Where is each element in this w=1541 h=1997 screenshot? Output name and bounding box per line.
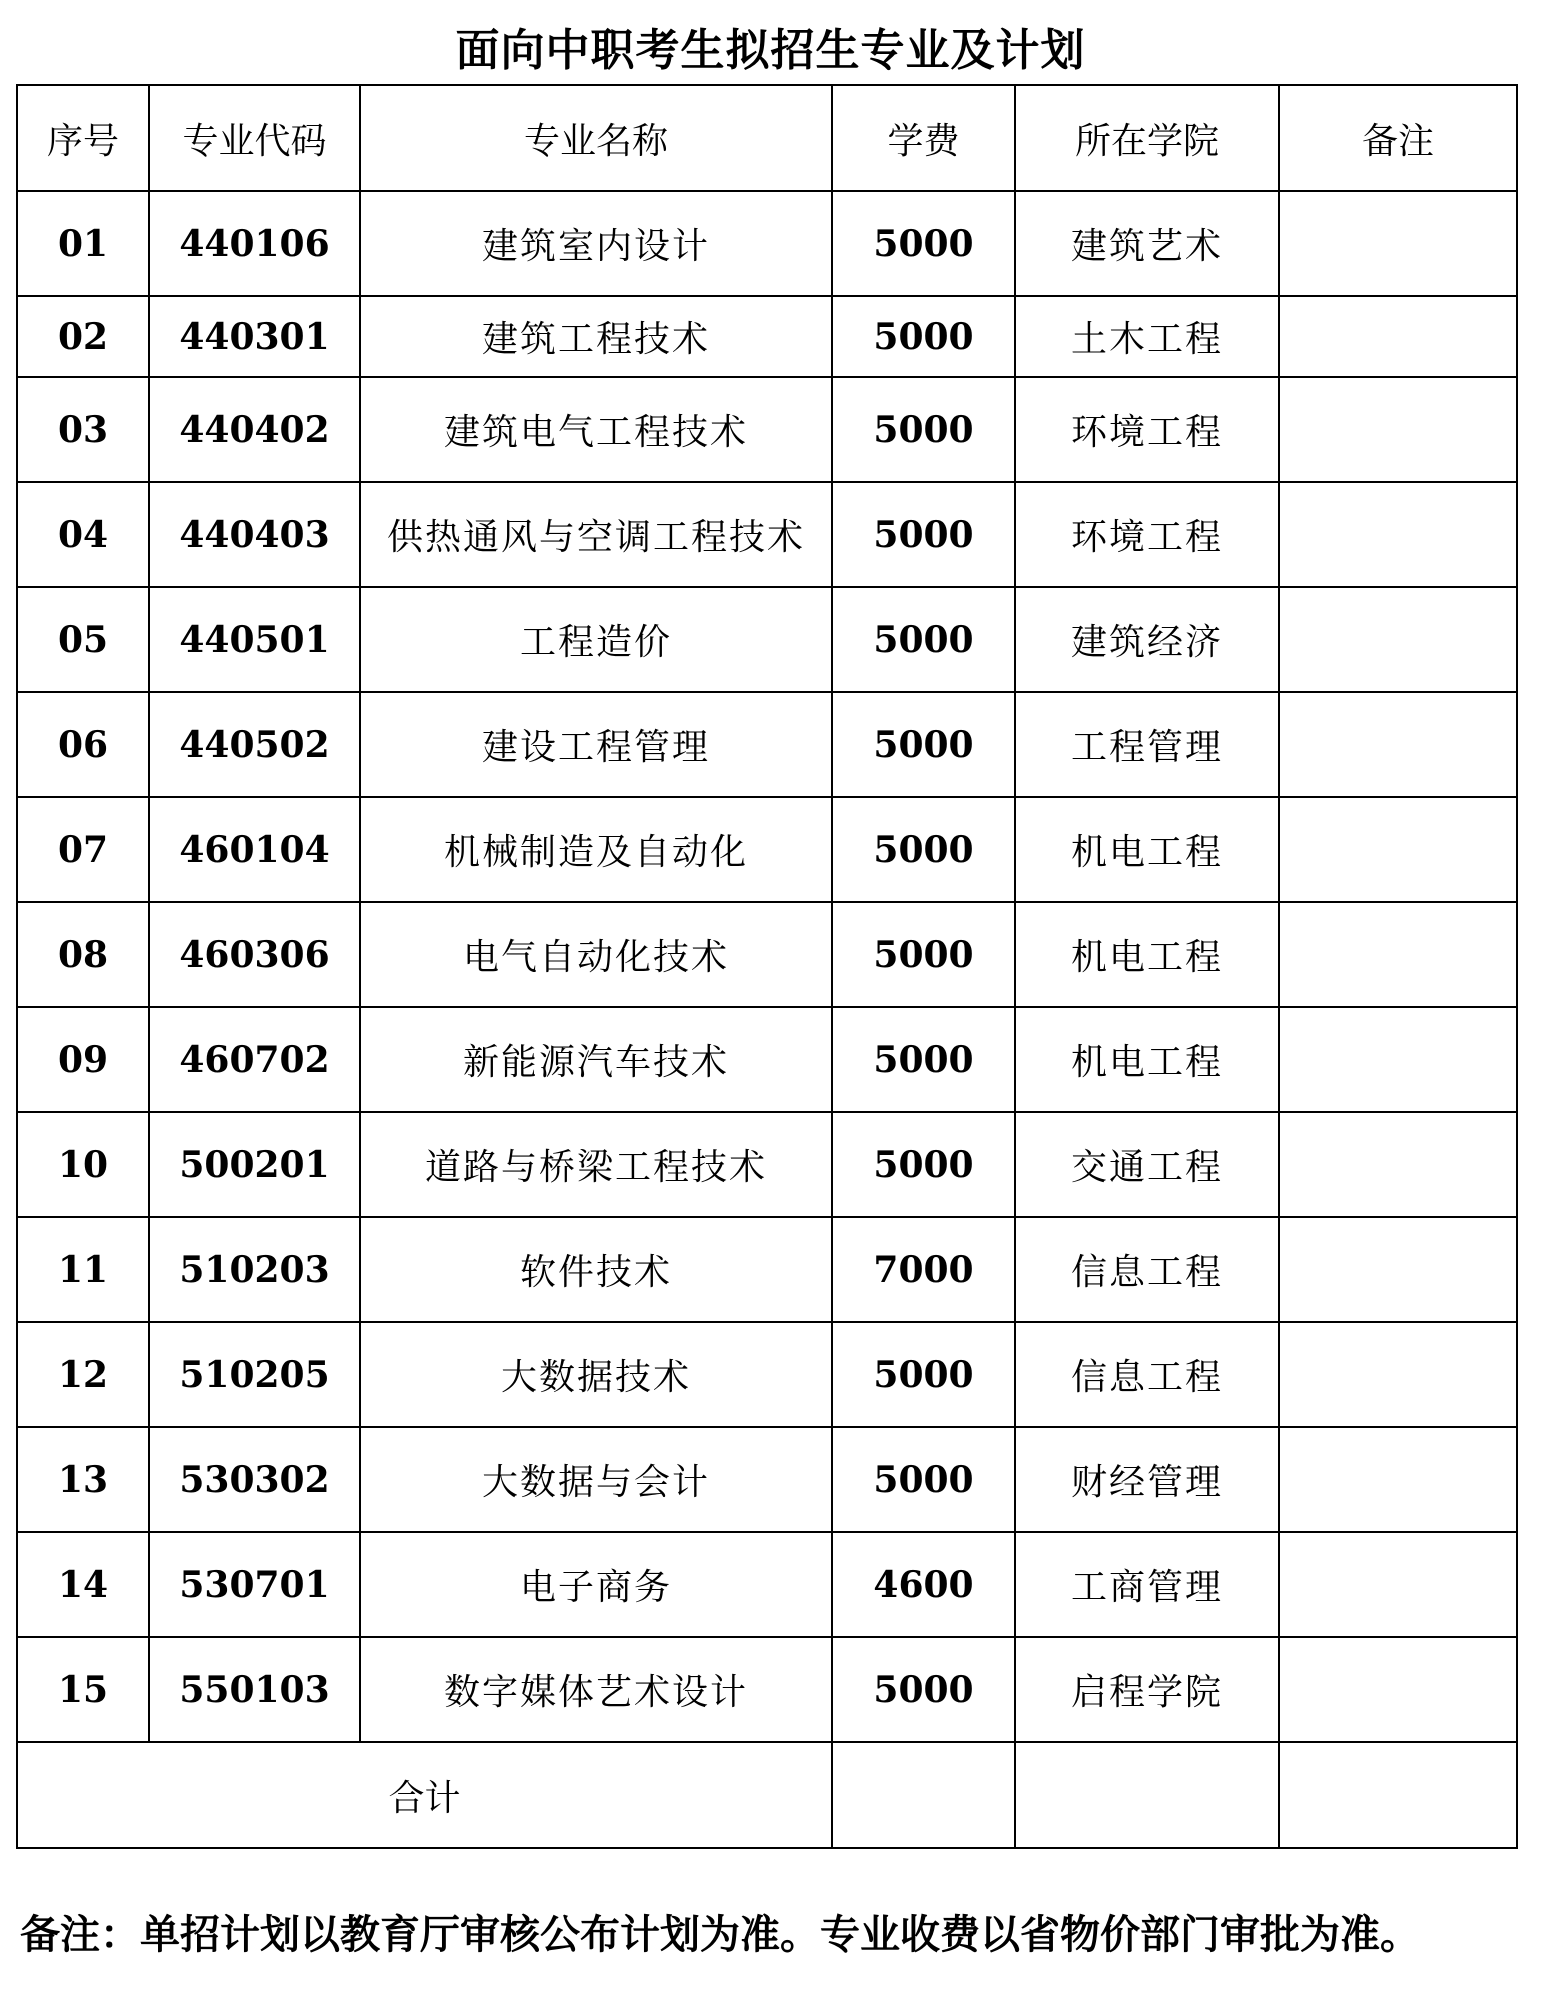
college-cell: 信息工程: [1015, 1322, 1279, 1427]
seq-cell: 06: [17, 692, 149, 797]
major-name-cell: 软件技术: [360, 1217, 832, 1322]
major-name-cell: 建筑工程技术: [360, 296, 832, 377]
college-cell: 建筑经济: [1015, 587, 1279, 692]
table-row: [17, 797, 1517, 902]
code-cell: 440501: [149, 587, 360, 692]
major-name-cell: 工程造价: [360, 587, 832, 692]
fee-cell: 5000: [832, 296, 1015, 377]
major-name-cell: 电子商务: [360, 1532, 832, 1637]
fee-cell: 5000: [832, 1007, 1015, 1112]
code-cell: 440403: [149, 482, 360, 587]
fee-cell: 5000: [832, 692, 1015, 797]
table-row: [17, 296, 1517, 377]
major-name-cell: 供热通风与空调工程技术: [360, 482, 832, 587]
page-title: 面向中职考生拟招生专业及计划: [455, 25, 1086, 76]
table-row: [17, 377, 1517, 482]
table-row: [17, 1112, 1517, 1217]
seq-cell: 13: [17, 1427, 149, 1532]
header-seq: 序号: [17, 85, 149, 191]
remark-cell: [1279, 482, 1517, 587]
fee-cell: 5000: [832, 797, 1015, 902]
major-name-cell: 建筑电气工程技术: [360, 377, 832, 482]
major-name-cell: 大数据技术: [360, 1322, 832, 1427]
college-cell: 环境工程: [1015, 377, 1279, 482]
table-row: [17, 1322, 1517, 1427]
fee-cell: 7000: [832, 1217, 1015, 1322]
code-cell: 530701: [149, 1532, 360, 1637]
table-row: [17, 1532, 1517, 1637]
code-cell: 440402: [149, 377, 360, 482]
header-code: 专业代码: [149, 85, 360, 191]
seq-cell: 04: [17, 482, 149, 587]
table-row: [17, 1427, 1517, 1532]
header-name: 专业名称: [360, 85, 832, 191]
fee-cell: 5000: [832, 482, 1015, 587]
major-name-cell: 大数据与会计: [360, 1427, 832, 1532]
seq-cell: 11: [17, 1217, 149, 1322]
seq-cell: 03: [17, 377, 149, 482]
seq-cell: 10: [17, 1112, 149, 1217]
college-cell: 交通工程: [1015, 1112, 1279, 1217]
seq-cell: 02: [17, 296, 149, 377]
seq-cell: 05: [17, 587, 149, 692]
fee-cell: 5000: [832, 1427, 1015, 1532]
total-label: 合计: [17, 1742, 832, 1848]
fee-cell: 5000: [832, 902, 1015, 1007]
table-row: [17, 191, 1517, 296]
table-row: [17, 587, 1517, 692]
total-fee-cell: [832, 1742, 1015, 1848]
remark-cell: [1279, 191, 1517, 296]
table-row: [17, 692, 1517, 797]
seq-cell: 07: [17, 797, 149, 902]
remark-cell: [1279, 1217, 1517, 1322]
college-cell: 信息工程: [1015, 1217, 1279, 1322]
header-remark: 备注: [1279, 85, 1517, 191]
college-cell: 启程学院: [1015, 1637, 1279, 1742]
footnote: 备注：单招计划以教育厅审核公布计划为准。专业收费以省物价部门审批为准。: [20, 1912, 1420, 1958]
remark-cell: [1279, 296, 1517, 377]
seq-cell: 12: [17, 1322, 149, 1427]
table-row: [17, 482, 1517, 587]
major-name-cell: 电气自动化技术: [360, 902, 832, 1007]
code-cell: 550103: [149, 1637, 360, 1742]
remark-cell: [1279, 797, 1517, 902]
college-cell: 环境工程: [1015, 482, 1279, 587]
college-cell: 工商管理: [1015, 1532, 1279, 1637]
college-cell: 土木工程: [1015, 296, 1279, 377]
remark-cell: [1279, 1007, 1517, 1112]
fee-cell: 4600: [832, 1532, 1015, 1637]
major-name-cell: 新能源汽车技术: [360, 1007, 832, 1112]
code-cell: 500201: [149, 1112, 360, 1217]
major-name-cell: 道路与桥梁工程技术: [360, 1112, 832, 1217]
remark-cell: [1279, 1112, 1517, 1217]
header-college: 所在学院: [1015, 85, 1279, 191]
total-remark-cell: [1279, 1742, 1517, 1848]
code-cell: 460306: [149, 902, 360, 1007]
seq-cell: 09: [17, 1007, 149, 1112]
code-cell: 440106: [149, 191, 360, 296]
remark-cell: [1279, 692, 1517, 797]
major-name-cell: 数字媒体艺术设计: [360, 1637, 832, 1742]
college-cell: 工程管理: [1015, 692, 1279, 797]
table-row: [17, 1007, 1517, 1112]
code-cell: 530302: [149, 1427, 360, 1532]
college-cell: 机电工程: [1015, 797, 1279, 902]
college-cell: 机电工程: [1015, 1007, 1279, 1112]
code-cell: 460104: [149, 797, 360, 902]
fee-cell: 5000: [832, 1637, 1015, 1742]
enrollment-plan-table: [16, 84, 1518, 1849]
table-row: [17, 902, 1517, 1007]
remark-cell: [1279, 1322, 1517, 1427]
remark-cell: [1279, 902, 1517, 1007]
header-fee: 学费: [832, 85, 1015, 191]
total-row: [17, 1742, 1517, 1848]
table-row: [17, 1217, 1517, 1322]
remark-cell: [1279, 1532, 1517, 1637]
remark-cell: [1279, 1427, 1517, 1532]
major-name-cell: 建设工程管理: [360, 692, 832, 797]
code-cell: 510203: [149, 1217, 360, 1322]
remark-cell: [1279, 377, 1517, 482]
fee-cell: 5000: [832, 191, 1015, 296]
major-name-cell: 建筑室内设计: [360, 191, 832, 296]
fee-cell: 5000: [832, 587, 1015, 692]
fee-cell: 5000: [832, 1112, 1015, 1217]
remark-cell: [1279, 1637, 1517, 1742]
seq-cell: 08: [17, 902, 149, 1007]
college-cell: 机电工程: [1015, 902, 1279, 1007]
code-cell: 460702: [149, 1007, 360, 1112]
total-college-cell: [1015, 1742, 1279, 1848]
fee-cell: 5000: [832, 1322, 1015, 1427]
major-name-cell: 机械制造及自动化: [360, 797, 832, 902]
fee-cell: 5000: [832, 377, 1015, 482]
seq-cell: 15: [17, 1637, 149, 1742]
college-cell: 建筑艺术: [1015, 191, 1279, 296]
table-header-row: [17, 85, 1517, 191]
seq-cell: 14: [17, 1532, 149, 1637]
code-cell: 510205: [149, 1322, 360, 1427]
code-cell: 440301: [149, 296, 360, 377]
college-cell: 财经管理: [1015, 1427, 1279, 1532]
code-cell: 440502: [149, 692, 360, 797]
remark-cell: [1279, 587, 1517, 692]
table-row: [17, 1637, 1517, 1742]
seq-cell: 01: [17, 191, 149, 296]
